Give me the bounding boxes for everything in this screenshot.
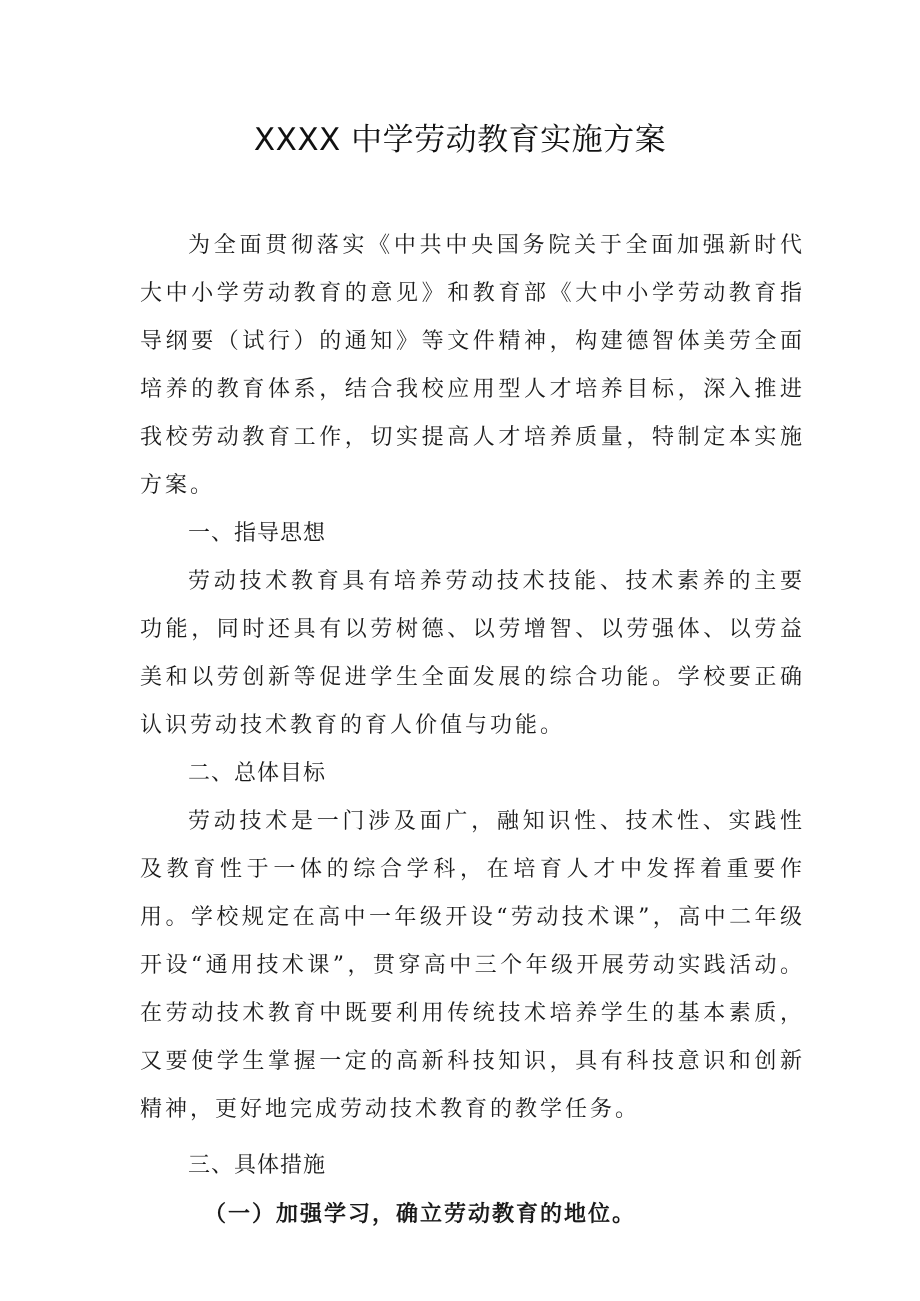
section-heading-overall-goal: 二、总体目标 bbox=[188, 761, 327, 786]
section-heading-specific-measures: 三、具体措施 bbox=[188, 1153, 327, 1178]
section-heading-guiding-ideology: 一、指导思想 bbox=[188, 521, 327, 546]
document-body bbox=[140, 222, 805, 1238]
overall-goal-paragraph: 劳动技术是一门涉及面广，融知识性、技术性、实践性及教育性于一体的综合学科，在培育人才中发挥着重要作用。学校规定在高中一年级开设“劳动技术课”，高中二年级开设“通用技术课”，贯穿高中三个年级开展劳动实践活动。在劳动技术教育中既要利用传统技术培养学生的基本素质，又要使学生掌握一定的高新科技知识，具有科技意识和创新精神，更好地完成劳动技术教育的教学任务。 bbox=[140, 809, 805, 1122]
intro-paragraph: 为全面贯彻落实《中共中央国务院关于全面加强新时代大中小学劳动教育的意见》和教育部《大中小学劳动教育指导纲要（试行）的通知》等文件精神，构建德智体美劳全面培养的教育体系，结合我校应用型人才培养目标，深入推进我校劳动教育工作，切实提高人才培养质量，特制定本实施方案。 bbox=[140, 233, 805, 498]
subsection-heading-strengthen-learning: （一）加强学习，确立劳动教育的地位。 bbox=[204, 1201, 637, 1227]
guiding-ideology-paragraph: 劳动技术教育具有培养劳动技术技能、技术素养的主要功能，同时还具有以劳树德、以劳增智、以劳强体、以劳益美和以劳创新等促进学生全面发展的综合功能。学校要正确认识劳动技术教育的育人价值与功能。 bbox=[140, 569, 805, 738]
document-title: XXXX 中学劳动教育实施方案 bbox=[253, 122, 667, 158]
